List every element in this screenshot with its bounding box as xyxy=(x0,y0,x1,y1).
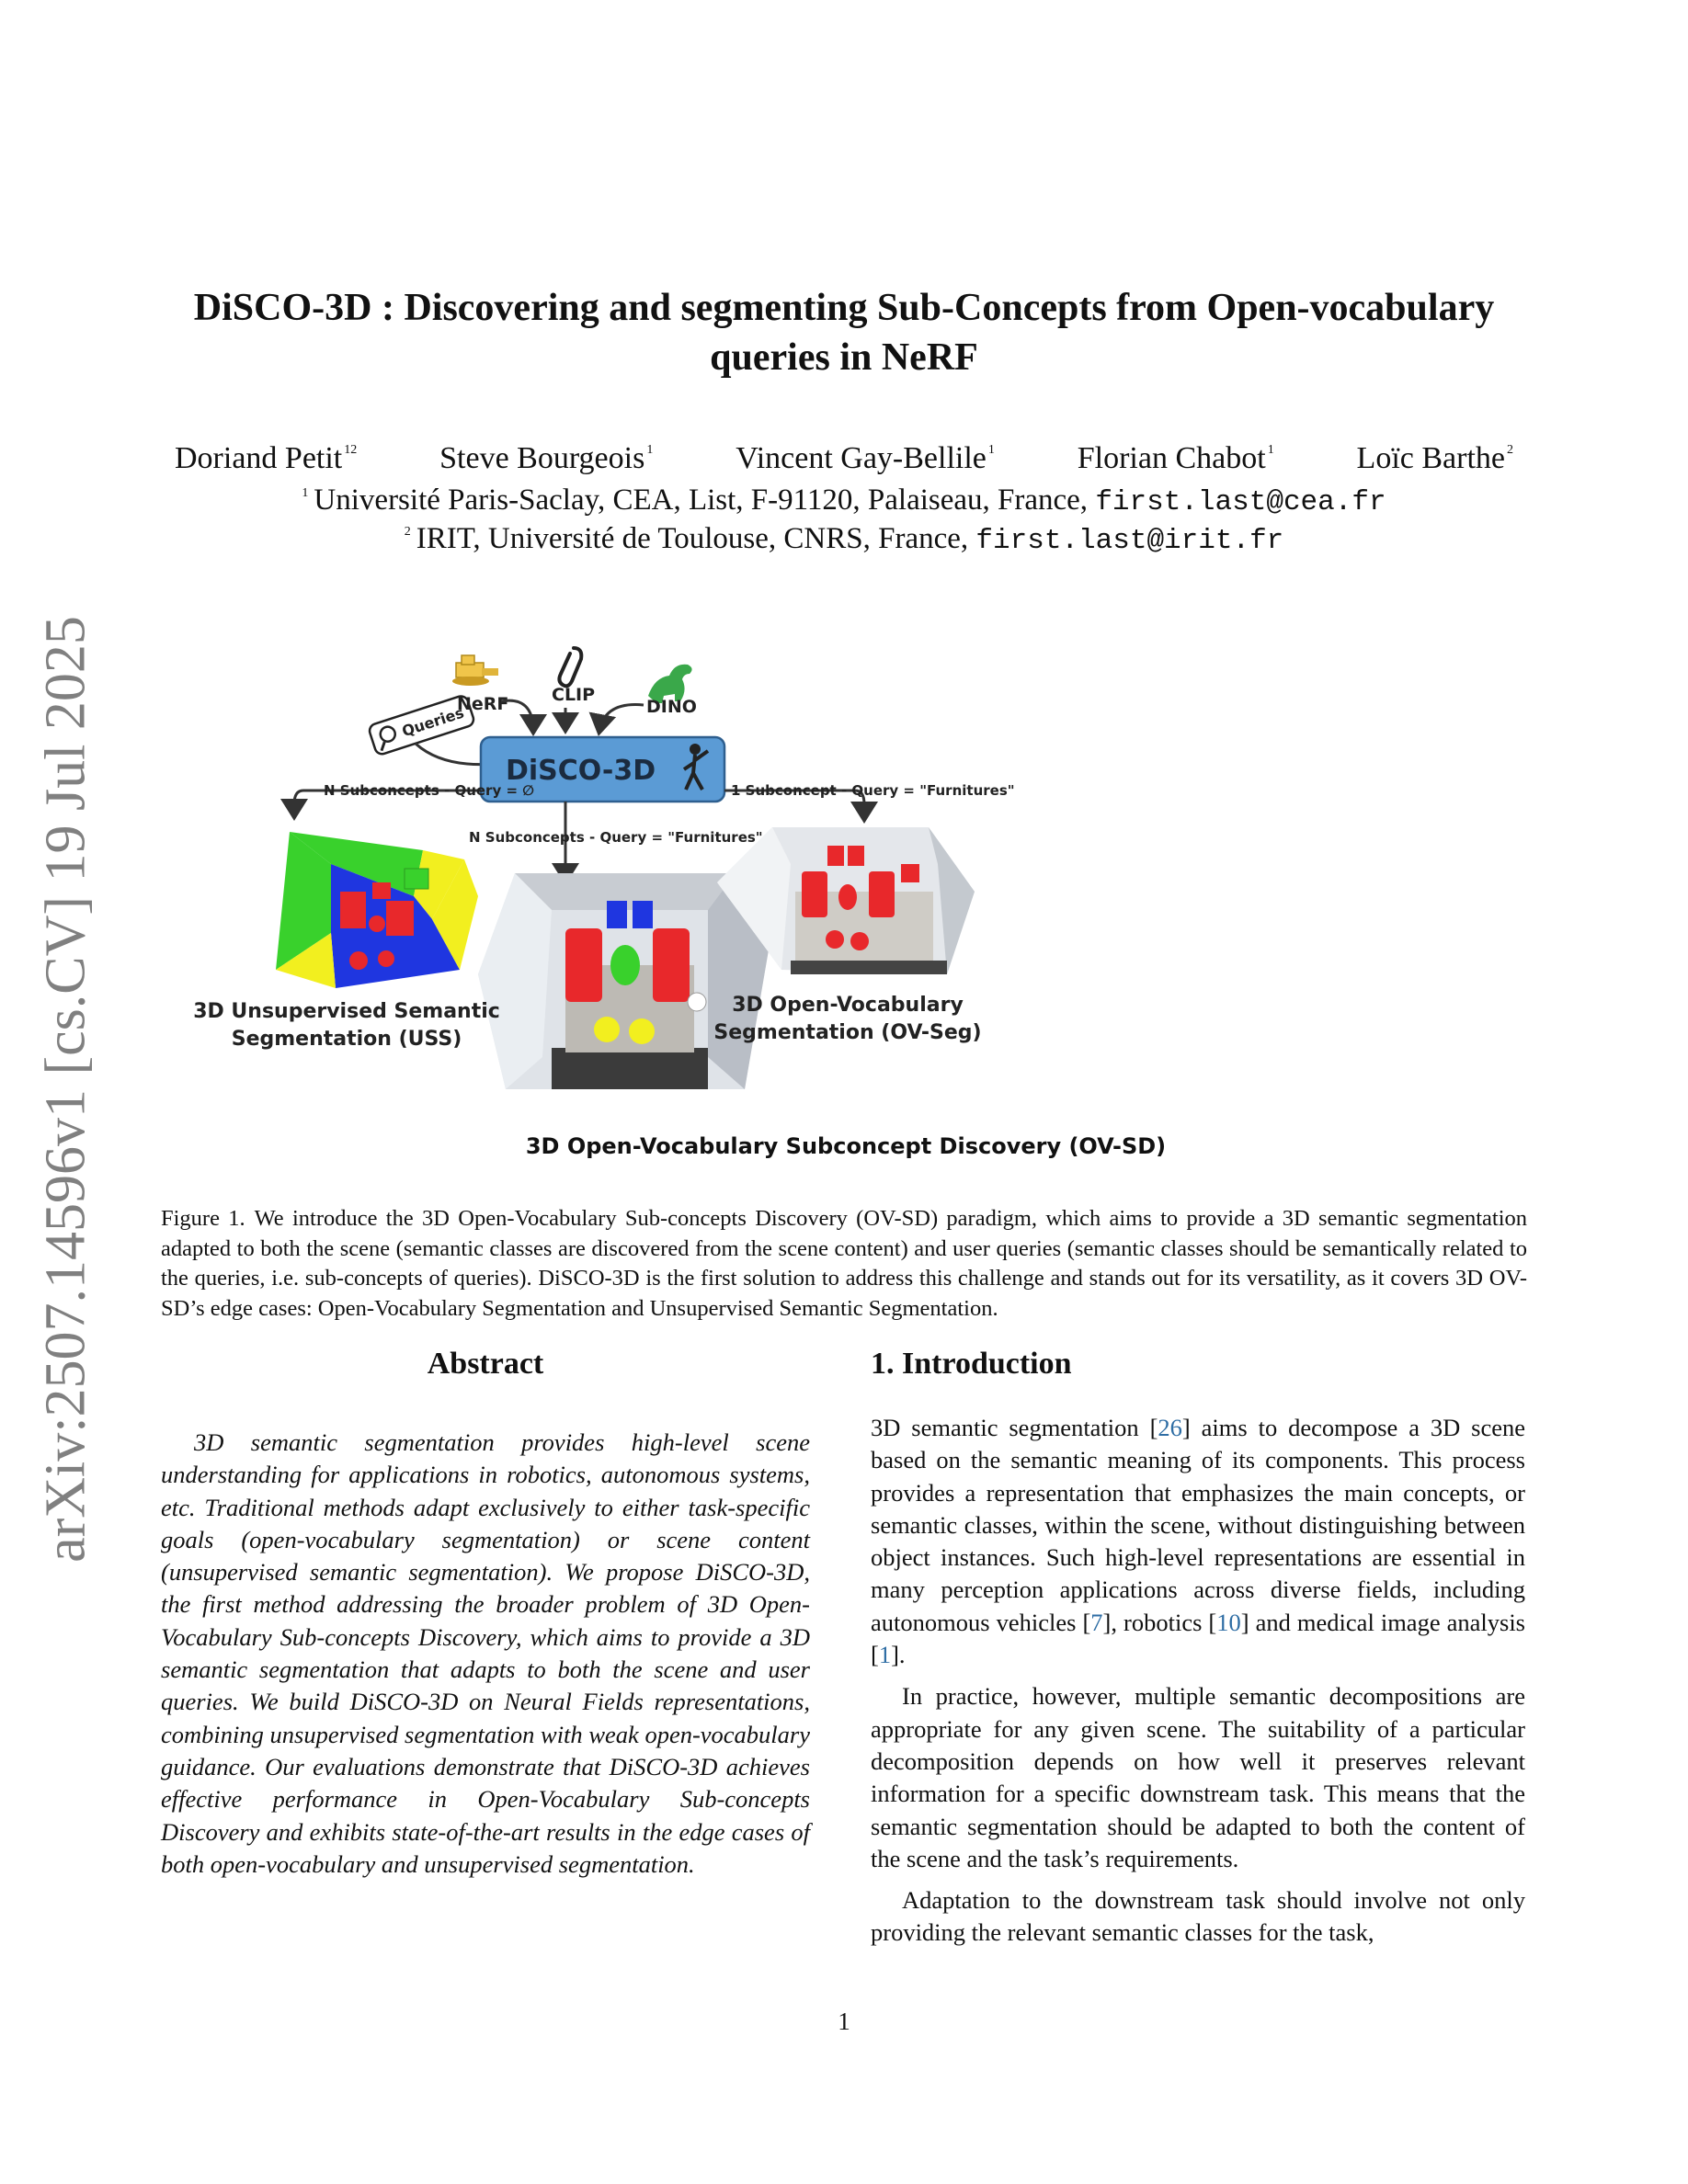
paper-title xyxy=(147,283,1541,382)
paperclip-icon xyxy=(559,648,581,686)
affiliation-2: $^2$ IRIT, Université de Toulouse, CNRS, France, first.last@irit.fr xyxy=(404,522,1284,557)
down-arrow-label: N Subconcepts - Query = "Furnitures" xyxy=(469,829,763,846)
dino-label: DINO xyxy=(646,697,697,717)
figure-caption xyxy=(161,1204,1527,1324)
affiliation-1: $^1$ Université Paris-Saclay, CEA, List, F-91120, Palaiseau, France, first.last@cea.fr xyxy=(302,483,1386,518)
abstract-heading: Abstract xyxy=(427,1347,544,1381)
figure-label: Figure 1. xyxy=(161,1206,245,1231)
ovseg-caption-1: 3D Open-Vocabulary xyxy=(732,994,964,1017)
uss-caption-2: Segmentation (USS) xyxy=(231,1028,462,1051)
author: Vincent Gay-Bellile $^1$ xyxy=(736,441,995,475)
author-list xyxy=(175,441,1513,476)
citation-link[interactable]: 26 xyxy=(1158,1414,1182,1441)
right-arrow-label: 1 Subconcept - Query = "Furnitures" xyxy=(731,782,1015,799)
introduction-heading: 1. Introduction xyxy=(871,1347,1072,1381)
citation-link[interactable]: 1 xyxy=(878,1641,892,1669)
left-arrow-label: N Subconcepts - Query = ∅ xyxy=(324,782,535,799)
arxiv-stamp-text: arXiv:2507.14596v1 [cs.CV] 19 Jul 2025 xyxy=(34,616,97,1563)
uss-render xyxy=(276,832,478,988)
author: Doriand Petit $^{12}$ xyxy=(175,441,358,475)
ovseg-caption-2: Segmentation (OV-Seg) xyxy=(713,1021,982,1044)
ovsd-caption: 3D Open-Vocabulary Subconcept Discovery (OV-SD) xyxy=(525,1133,1167,1159)
figure-1 xyxy=(193,639,1379,1172)
caption-text: We introduce the 3D Open-Vocabulary Sub-concepts Discovery (OV-SD) paradigm, which aims to provide a 3D semantic segmentation adapted to both the scene (semantic classes are discovered from the scene content) and user queries (semantic classes should be semantically related to the queries, i.e. sub-concepts of queries). DiSCO-3D is the first solution to address this challenge and stands out for its versatility, as it covers 3D OV-SD’s edge cases: Open-Vocabulary Segmentation and Unsupervised Semantic Segmentation. xyxy=(161,1206,1527,1321)
center-label: DiSCO-3D xyxy=(506,755,656,787)
author: Loïc Barthe $^2$ xyxy=(1356,441,1513,475)
bulldozer-icon xyxy=(452,655,498,686)
clip-label: CLIP xyxy=(552,685,596,705)
arxiv-stamp xyxy=(29,607,103,1572)
intro-paragraph-3: Adaptation to the downstream task should involve not only providing the relevant semantic classes for the task, xyxy=(871,1886,1525,1947)
author: Florian Chabot $^1$ xyxy=(1077,441,1274,475)
intro-paragraph-2: In practice, however, multiple semantic decompositions are appropriate for any given scene. The suitability of a particular decomposition depends on how well it preserves relevant information for a specific downstream task. This means that the semantic segmentation should be adapted to both the content of the scene and the task’s requirements. xyxy=(871,1682,1525,1872)
citation-link[interactable]: 7 xyxy=(1090,1608,1103,1636)
citation-link[interactable]: 10 xyxy=(1216,1608,1241,1636)
svg-text:Queries: Queries xyxy=(399,703,466,741)
email-link[interactable]: first.last@cea.fr xyxy=(1095,486,1386,518)
title-line-1: DiSCO-3D : Discovering and segmenting Sub-Concepts from Open-vocabulary xyxy=(193,287,1495,329)
uss-caption-1: 3D Unsupervised Semantic xyxy=(193,1000,500,1023)
intro-paragraph-1: 3D semantic segmentation [26] aims to decompose a 3D scene based on the semantic meaning of its components. This process provides a representation that emphasizes the main concepts, or semantic classes, within the scene, without distinguishing between object instances. Such high-level representations are essential in many perception applications across diverse fields, including autonomous vehicles [7], robotics [10] and medical image analysis [1]. xyxy=(871,1414,1525,1669)
page-number: 1 xyxy=(838,2008,850,2035)
title-line-2: queries in NeRF xyxy=(710,336,978,379)
introduction-text xyxy=(871,1412,1525,1959)
ovsd-render xyxy=(478,873,772,1089)
email-link[interactable]: first.last@irit.fr xyxy=(975,525,1284,557)
figure-diagram xyxy=(193,639,1379,1172)
author: Steve Bourgeois $^1$ xyxy=(439,441,654,475)
nerf-label: NeRF xyxy=(457,694,509,714)
abstract-text: 3D semantic segmentation provides high-level scene understanding for applications in robotics, autonomous systems, etc. Traditional methods adapt exclusively to either task-specific goals (open-vocabulary segmentation) or scene content (unsupervised semantic segmentation). We propose DiSCO-3D, the first method addressing the broader problem of 3D Open-Vocabulary Sub-concepts Discovery, which aims to provide a 3D semantic segmentation that adapts to both the scene and user queries. We build DiSCO-3D on Neural Fields representations, combining unsupervised segmentation with weak open-vocabulary guidance. Our evaluations demonstrate that DiSCO-3D achieves effective performance in Open-Vocabulary Sub-concepts Discovery and exhibits state-of-the-art results in the edge cases of both open-vocabulary and unsupervised segmentation. xyxy=(161,1428,810,1878)
